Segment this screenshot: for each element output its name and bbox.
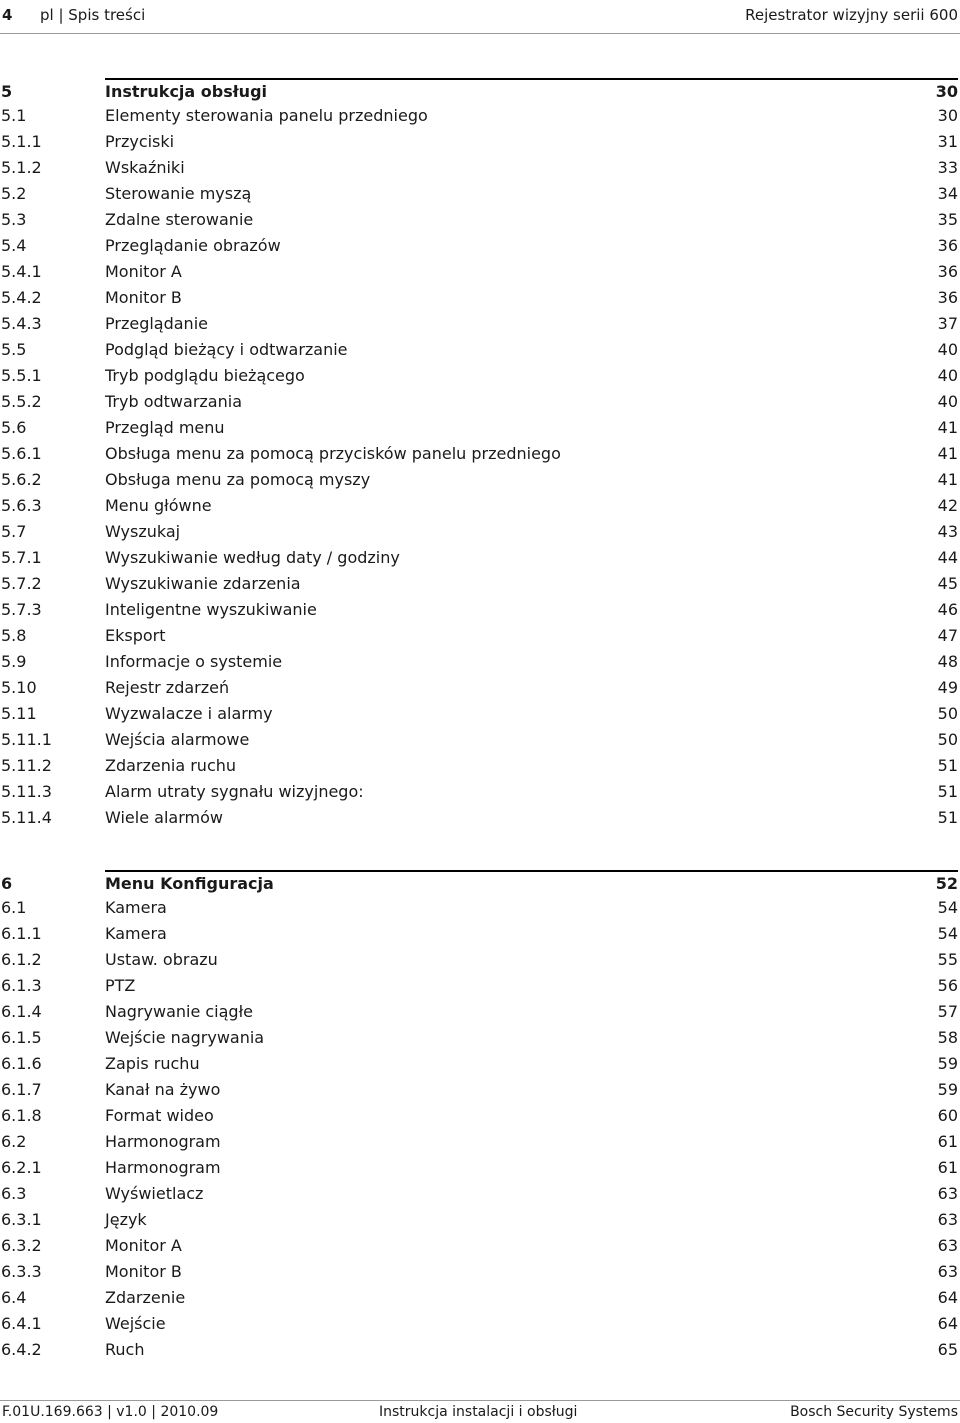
entry-title: Przegląd menu	[105, 418, 225, 437]
entry-number: 5.3	[1, 210, 27, 229]
entry-title: Wyszukiwanie według daty / godziny	[105, 548, 400, 567]
entry-number: 5.5.2	[1, 392, 42, 411]
entry-number: 6.3.3	[1, 1262, 42, 1281]
toc-entry[interactable]	[0, 1130, 960, 1156]
entry-title: Sterowanie myszą	[105, 184, 252, 203]
toc-entry[interactable]	[0, 182, 960, 208]
entry-number: 5.1	[1, 106, 27, 125]
chapter-page: 30	[935, 82, 958, 101]
entry-title: Podgląd bieżący i odtwarzanie	[105, 340, 348, 359]
chapter-title: Menu Konfiguracja	[105, 874, 274, 893]
entry-number: 6.2.1	[1, 1158, 42, 1177]
entry-number: 5.1.2	[1, 158, 42, 177]
toc-entry[interactable]	[0, 390, 960, 416]
entry-title: Obsługa menu za pomocą myszy	[105, 470, 371, 489]
entry-page: 47	[937, 626, 958, 645]
toc-entry[interactable]	[0, 494, 960, 520]
entry-title: Przyciski	[105, 132, 175, 151]
toc-chapter	[0, 78, 960, 832]
entry-number: 5.9	[1, 652, 27, 671]
entry-page: 61	[937, 1132, 958, 1151]
entry-number: 6.3	[1, 1184, 27, 1203]
entry-title: Przeglądanie obrazów	[105, 236, 281, 255]
entry-number: 5.7.1	[1, 548, 42, 567]
entry-page: 35	[937, 210, 958, 229]
entry-number: 5.7.3	[1, 600, 42, 619]
toc-entry[interactable]	[0, 676, 960, 702]
entry-number: 5.10	[1, 678, 37, 697]
entry-page: 59	[937, 1080, 958, 1099]
entry-title: Wejście	[105, 1314, 166, 1333]
entry-title: Monitor A	[105, 262, 182, 281]
toc-entry[interactable]	[0, 624, 960, 650]
entry-page: 41	[937, 444, 958, 463]
toc-entry[interactable]	[0, 650, 960, 676]
entry-page: 50	[937, 704, 958, 723]
toc-entry[interactable]	[0, 1208, 960, 1234]
entry-page: 34	[937, 184, 958, 203]
toc-chapter	[0, 870, 960, 1364]
entry-number: 5.11.4	[1, 808, 52, 827]
entry-title: Przeglądanie	[105, 314, 208, 333]
page-footer	[0, 1400, 960, 1423]
toc-entry[interactable]	[0, 234, 960, 260]
entry-title: Rejestr zdarzeń	[105, 678, 230, 697]
entry-number: 5.11.2	[1, 756, 52, 775]
entry-title: PTZ	[105, 976, 136, 995]
entry-page: 49	[937, 678, 958, 697]
entry-title: Tryb podglądu bieżącego	[105, 366, 305, 385]
entry-number: 5.11.1	[1, 730, 52, 749]
toc-entry[interactable]	[0, 806, 960, 832]
entry-number: 6.1.5	[1, 1028, 42, 1047]
entry-number: 6.1.4	[1, 1002, 42, 1021]
entry-title: Elementy sterowania panelu przedniego	[105, 106, 428, 125]
entry-title: Kamera	[105, 898, 167, 917]
entry-page: 42	[937, 496, 958, 515]
entry-number: 5.6.2	[1, 470, 42, 489]
entry-page: 64	[937, 1288, 958, 1307]
entry-number: 5.11	[1, 704, 37, 723]
entry-number: 6.4.2	[1, 1340, 42, 1359]
entry-number: 6.1.1	[1, 924, 42, 943]
document-title: Rejestrator wizyjny serii 600	[745, 6, 958, 24]
entry-page: 64	[937, 1314, 958, 1333]
entry-number: 5.7	[1, 522, 27, 541]
entry-page: 40	[937, 340, 958, 359]
entry-page: 30	[937, 106, 958, 125]
toc-entry[interactable]	[0, 416, 960, 442]
entry-number: 6.3.1	[1, 1210, 42, 1229]
toc-chapter-heading[interactable]	[0, 870, 960, 896]
entry-page: 36	[937, 262, 958, 281]
entry-page: 63	[937, 1184, 958, 1203]
entry-page: 43	[937, 522, 958, 541]
entry-title: Kamera	[105, 924, 167, 943]
chapter-title: Instrukcja obsługi	[105, 82, 268, 101]
entry-page: 56	[937, 976, 958, 995]
toc-entry[interactable]	[0, 442, 960, 468]
entry-page: 57	[937, 1002, 958, 1021]
toc-entry[interactable]	[0, 364, 960, 390]
entry-page: 59	[937, 1054, 958, 1073]
entry-title: Zdarzenie	[105, 1288, 186, 1307]
toc-entry[interactable]	[0, 1000, 960, 1026]
toc-entry[interactable]	[0, 948, 960, 974]
toc-entry[interactable]	[0, 1338, 960, 1364]
entry-title: Ruch	[105, 1340, 145, 1359]
entry-page: 44	[937, 548, 958, 567]
entry-number: 5.5.1	[1, 366, 42, 385]
toc-entry[interactable]	[0, 338, 960, 364]
entry-number: 5.4.1	[1, 262, 42, 281]
toc-entry[interactable]	[0, 896, 960, 922]
toc-entry[interactable]	[0, 572, 960, 598]
entry-title: Obsługa menu za pomocą przycisków panelu przedniego	[105, 444, 561, 463]
toc-entry[interactable]	[0, 922, 960, 948]
entry-page: 37	[937, 314, 958, 333]
entry-page: 41	[937, 470, 958, 489]
entry-number: 5.6	[1, 418, 27, 437]
entry-page: 63	[937, 1262, 958, 1281]
entry-title: Wyświetlacz	[105, 1184, 204, 1203]
entry-title: Eksport	[105, 626, 166, 645]
entry-title: Nagrywanie ciągłe	[105, 1002, 253, 1021]
toc-entry[interactable]	[0, 598, 960, 624]
entry-title: Zdarzenia ruchu	[105, 756, 237, 775]
toc-entry[interactable]	[0, 156, 960, 182]
toc-entry[interactable]	[0, 260, 960, 286]
entry-number: 6.1.8	[1, 1106, 42, 1125]
toc-entry[interactable]	[0, 1234, 960, 1260]
toc-entry[interactable]	[0, 702, 960, 728]
toc-entry[interactable]	[0, 754, 960, 780]
toc-entry[interactable]	[0, 104, 960, 130]
entry-number: 6.4.1	[1, 1314, 42, 1333]
entry-title: Wejścia alarmowe	[105, 730, 250, 749]
entry-page: 58	[937, 1028, 958, 1047]
toc-entry[interactable]	[0, 1260, 960, 1286]
entry-title: Inteligentne wyszukiwanie	[105, 600, 317, 619]
entry-page: 50	[937, 730, 958, 749]
entry-title: Język	[105, 1210, 147, 1229]
footer-doc-title: Instrukcja instalacji i obsługi	[379, 1404, 578, 1420]
toc-entry[interactable]	[0, 1156, 960, 1182]
entry-page: 65	[937, 1340, 958, 1359]
entry-page: 40	[937, 366, 958, 385]
entry-page: 54	[937, 898, 958, 917]
page-header	[0, 0, 960, 34]
entry-number: 5.2	[1, 184, 27, 203]
entry-number: 5.11.3	[1, 782, 52, 801]
footer-company: Bosch Security Systems	[790, 1404, 958, 1420]
entry-number: 6.2	[1, 1132, 27, 1151]
entry-number: 6.3.2	[1, 1236, 42, 1255]
entry-page: 55	[937, 950, 958, 969]
entry-number: 6.1.6	[1, 1054, 42, 1073]
page-number: 4	[2, 6, 13, 24]
entry-title: Format wideo	[105, 1106, 214, 1125]
entry-number: 5.8	[1, 626, 27, 645]
entry-title: Zapis ruchu	[105, 1054, 200, 1073]
toc-entry[interactable]	[0, 1312, 960, 1338]
toc-entry[interactable]	[0, 286, 960, 312]
entry-number: 5.5	[1, 340, 27, 359]
toc-entry[interactable]	[0, 1182, 960, 1208]
entry-number: 6.1.7	[1, 1080, 42, 1099]
entry-title: Monitor B	[105, 1262, 182, 1281]
entry-title: Wejście nagrywania	[105, 1028, 265, 1047]
entry-number: 5.4.3	[1, 314, 42, 333]
entry-page: 60	[937, 1106, 958, 1125]
entry-title: Wiele alarmów	[105, 808, 223, 827]
toc-entry[interactable]	[0, 546, 960, 572]
footer-doc-id: F.01U.169.663 | v1.0 | 2010.09	[2, 1404, 219, 1420]
entry-title: Menu główne	[105, 496, 212, 515]
entry-page: 63	[937, 1236, 958, 1255]
toc-entry[interactable]	[0, 974, 960, 1000]
entry-title: Kanał na żywo	[105, 1080, 221, 1099]
toc-entry[interactable]	[0, 468, 960, 494]
entry-title: Tryb odtwarzania	[105, 392, 242, 411]
entry-number: 5.7.2	[1, 574, 42, 593]
entry-number: 6.4	[1, 1288, 27, 1307]
entry-number: 5.1.1	[1, 132, 42, 151]
entry-page: 63	[937, 1210, 958, 1229]
entry-title: Wyszukiwanie zdarzenia	[105, 574, 301, 593]
toc-entry[interactable]	[0, 520, 960, 546]
entry-page: 51	[937, 808, 958, 827]
toc-entry[interactable]	[0, 312, 960, 338]
entry-page: 33	[937, 158, 958, 177]
toc-entry[interactable]	[0, 1078, 960, 1104]
entry-page: 41	[937, 418, 958, 437]
entry-title: Wskaźniki	[105, 158, 185, 177]
entry-page: 40	[937, 392, 958, 411]
entry-page: 45	[937, 574, 958, 593]
toc-entry[interactable]	[0, 1052, 960, 1078]
entry-title: Wyzwalacze i alarmy	[105, 704, 273, 723]
toc-entry[interactable]	[0, 1026, 960, 1052]
chapter-page: 52	[935, 874, 958, 893]
entry-number: 6.1	[1, 898, 27, 917]
entry-page: 54	[937, 924, 958, 943]
entry-number: 5.4.2	[1, 288, 42, 307]
entry-title: Alarm utraty sygnału wizyjnego:	[105, 782, 364, 801]
entry-title: Wyszukaj	[105, 522, 181, 541]
entry-page: 36	[937, 236, 958, 255]
entry-page: 51	[937, 756, 958, 775]
entry-page: 46	[937, 600, 958, 619]
entry-page: 31	[937, 132, 958, 151]
entry-title: Ustaw. obrazu	[105, 950, 218, 969]
chapter-number: 6	[1, 874, 13, 893]
entry-number: 5.6.1	[1, 444, 42, 463]
entry-number: 5.4	[1, 236, 27, 255]
toc-entry[interactable]	[0, 208, 960, 234]
entry-title: Zdalne sterowanie	[105, 210, 254, 229]
entry-title: Harmonogram	[105, 1158, 221, 1177]
entry-title: Harmonogram	[105, 1132, 221, 1151]
toc-entry[interactable]	[0, 1104, 960, 1130]
entry-title: Monitor A	[105, 1236, 182, 1255]
entry-page: 51	[937, 782, 958, 801]
toc-chapter-heading[interactable]	[0, 78, 960, 104]
entry-title: Monitor B	[105, 288, 182, 307]
entry-number: 6.1.2	[1, 950, 42, 969]
entry-page: 36	[937, 288, 958, 307]
toc-entry[interactable]	[0, 728, 960, 754]
entry-number: 6.1.3	[1, 976, 42, 995]
toc-entry[interactable]	[0, 1286, 960, 1312]
chapter-number: 5	[1, 82, 13, 101]
toc-entry[interactable]	[0, 130, 960, 156]
section-label: pl | Spis treści	[40, 6, 146, 24]
entry-page: 48	[937, 652, 958, 671]
entry-number: 5.6.3	[1, 496, 42, 515]
entry-title: Informacje o systemie	[105, 652, 283, 671]
entry-page: 61	[937, 1158, 958, 1177]
toc-entry[interactable]	[0, 780, 960, 806]
